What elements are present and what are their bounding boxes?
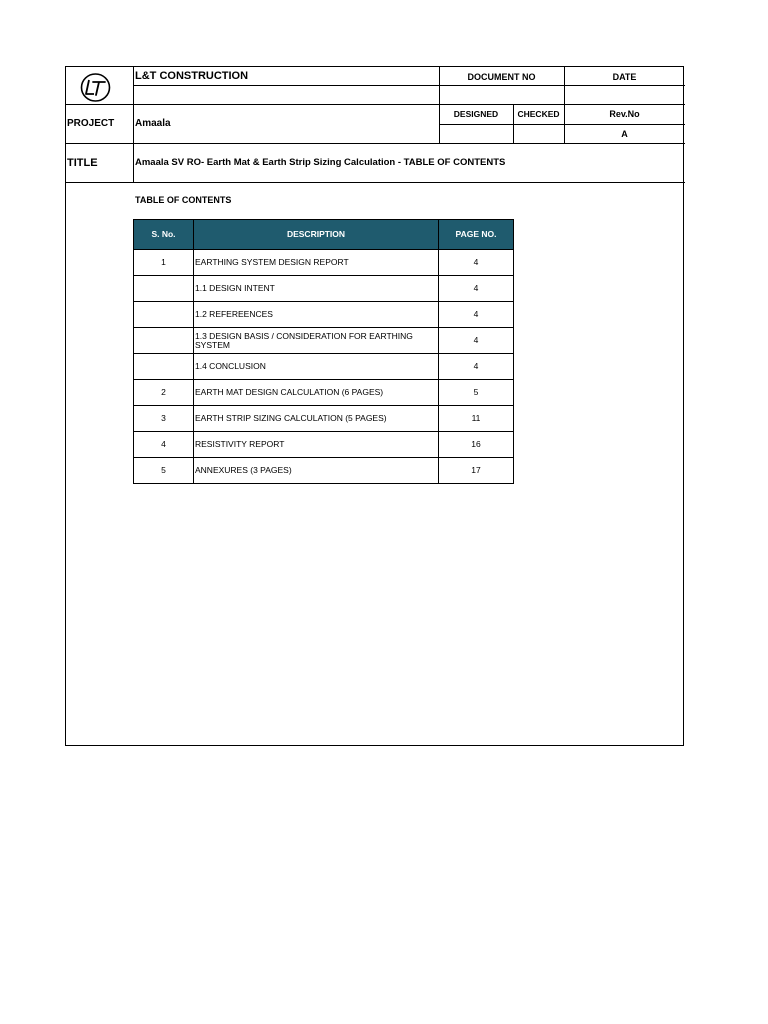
rev-no-value: A	[621, 128, 628, 139]
row-description: 1.3 DESIGN BASIS / CONSIDERATION FOR EARTHING SYSTEM	[194, 328, 439, 354]
toc-heading: TABLE OF CONTENTS	[135, 195, 232, 205]
row-page: 4	[439, 250, 514, 276]
row-sno: 2	[134, 380, 194, 406]
row-sno	[134, 354, 194, 380]
table-row	[134, 276, 514, 302]
table-row	[134, 354, 514, 380]
row-description: 1.1 DESIGN INTENT	[194, 276, 439, 302]
col-description-header: DESCRIPTION	[194, 220, 439, 250]
title-label: TITLE	[67, 156, 98, 169]
row-description: ANNEXURES (3 PAGES)	[194, 458, 439, 484]
row-page: 4	[439, 302, 514, 328]
designed-label: DESIGNED	[453, 109, 499, 119]
row-sno: 5	[134, 458, 194, 484]
table-row	[134, 328, 514, 354]
toc-header-row	[134, 220, 514, 250]
title-value: Amaala SV RO- Earth Mat & Earth Strip Sizing Calculation - TABLE OF CONTENTS	[135, 157, 506, 168]
table-row	[134, 380, 514, 406]
row-description: EARTH MAT DESIGN CALCULATION (6 PAGES)	[194, 380, 439, 406]
date-label: DATE	[612, 72, 637, 82]
row-page: 17	[439, 458, 514, 484]
company-name: L&T CONSTRUCTION	[135, 70, 249, 82]
row-description: 1.4 CONCLUSION	[194, 354, 439, 380]
table-row	[134, 432, 514, 458]
table-row	[134, 302, 514, 328]
checked-label: CHECKED	[517, 109, 560, 119]
col-page-header: PAGE NO.	[439, 220, 514, 250]
document-no-label: DOCUMENT NO	[467, 72, 536, 82]
row-sno	[134, 302, 194, 328]
row-description: 1.2 REFEREENCES	[194, 302, 439, 328]
table-row	[134, 406, 514, 432]
project-label: PROJECT	[67, 118, 115, 129]
row-description: EARTH STRIP SIZING CALCULATION (5 PAGES)	[194, 406, 439, 432]
row-sno	[134, 276, 194, 302]
toc-table	[133, 219, 514, 484]
table-row	[134, 250, 514, 276]
row-page: 5	[439, 380, 514, 406]
row-page: 11	[439, 406, 514, 432]
project-value: Amaala	[135, 118, 171, 129]
row-sno	[134, 328, 194, 354]
row-page: 4	[439, 354, 514, 380]
row-description: RESISTIVITY REPORT	[194, 432, 439, 458]
row-sno: 3	[134, 406, 194, 432]
table-row	[134, 458, 514, 484]
rev-no-label: Rev.No	[609, 109, 640, 119]
row-page: 4	[439, 328, 514, 354]
lt-logo-icon	[80, 72, 111, 103]
row-sno: 4	[134, 432, 194, 458]
col-sno-header: S. No.	[134, 220, 194, 250]
row-page: 4	[439, 276, 514, 302]
row-page: 16	[439, 432, 514, 458]
row-description: EARTHING SYSTEM DESIGN REPORT	[194, 250, 439, 276]
row-sno: 1	[134, 250, 194, 276]
